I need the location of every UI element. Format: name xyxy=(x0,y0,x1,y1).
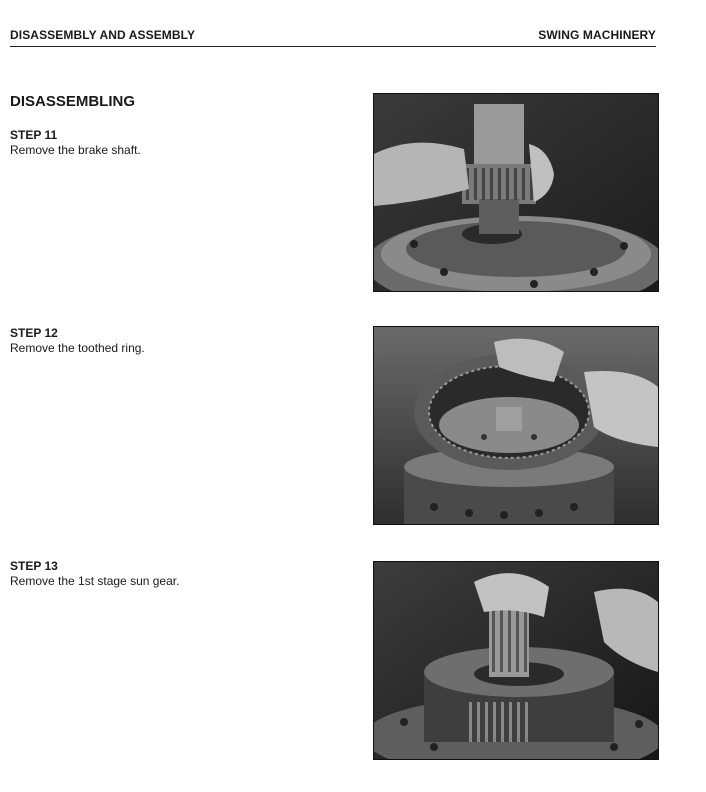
step-text: Remove the 1st stage sun gear. xyxy=(10,574,180,588)
photo-toothed-ring xyxy=(373,326,659,525)
section-title: DISASSEMBLING xyxy=(10,93,136,110)
step-text: Remove the toothed ring. xyxy=(10,341,145,355)
step-label: STEP 13 xyxy=(10,559,58,573)
step-13 xyxy=(10,559,179,589)
step-label: STEP 12 xyxy=(10,326,58,340)
header-section-title: SWING MACHINERY xyxy=(538,28,656,42)
header-chapter-title: DISASSEMBLY AND ASSEMBLY xyxy=(10,28,196,42)
step-text: Remove the brake shaft. xyxy=(10,143,141,157)
photo-sun-gear xyxy=(373,561,659,760)
step-12 xyxy=(10,326,145,356)
step-11 xyxy=(10,128,141,158)
step-label: STEP 11 xyxy=(10,128,58,142)
page-header xyxy=(10,28,656,47)
photo-brake-shaft xyxy=(373,93,659,292)
